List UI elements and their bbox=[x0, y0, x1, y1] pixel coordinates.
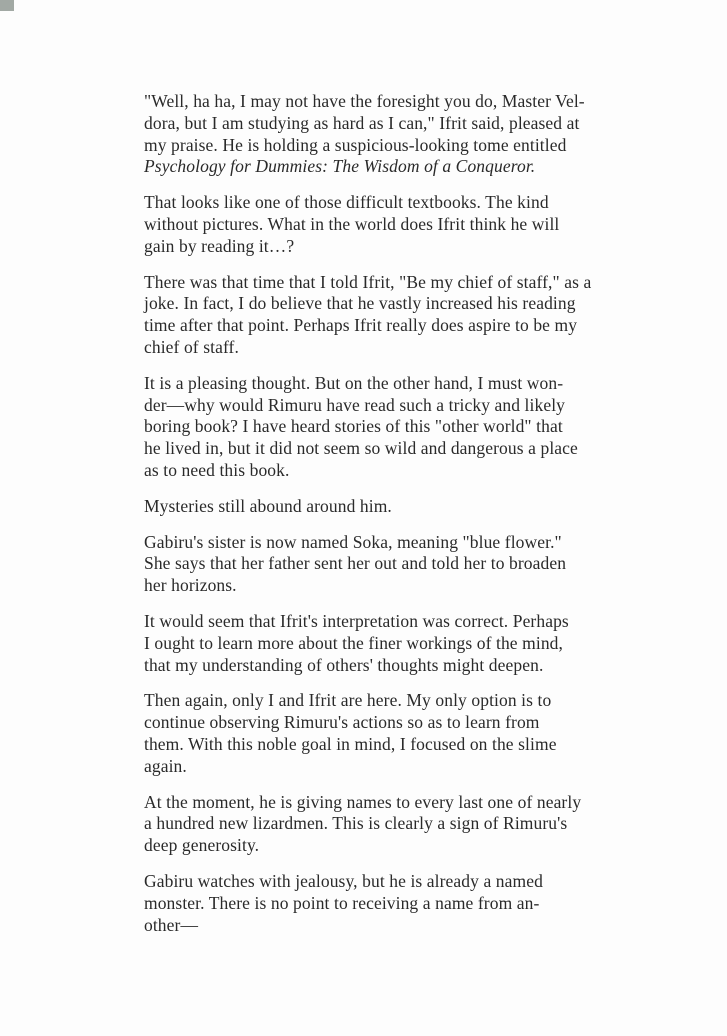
text-line: I ought to learn more about the finer workings of the mind, bbox=[144, 632, 563, 653]
text-line: continue observing Rimuru's actions so as to learn from bbox=[144, 712, 540, 733]
text-line: At the moment, he is giving names to every last one of nearly bbox=[144, 791, 582, 812]
text-line: her horizons. bbox=[144, 575, 237, 596]
text-column bbox=[144, 91, 614, 950]
paragraph bbox=[144, 496, 614, 518]
text-line: other— bbox=[144, 914, 199, 935]
text-line: as to need this book. bbox=[144, 459, 290, 480]
text-line: deep generosity. bbox=[144, 835, 260, 856]
text-line: my praise. He is holding a suspicious-looking tome entitled bbox=[144, 134, 567, 155]
text-line: It would seem that Ifrit's interpretation was correct. Perhaps bbox=[144, 610, 569, 631]
text-line: der—why would Rimuru have read such a tricky and likely bbox=[144, 394, 566, 415]
text-line: boring book? I have heard stories of this "other world" that bbox=[144, 416, 563, 437]
text-line: It is a pleasing thought. But on the other hand, I must won- bbox=[144, 372, 564, 393]
text-line: Mysteries still abound around him. bbox=[144, 495, 392, 516]
paragraph bbox=[144, 690, 614, 777]
scan-corner-artifact bbox=[0, 0, 14, 11]
text-line: time after that point. Perhaps Ifrit really does aspire to be my bbox=[144, 315, 578, 336]
text-line: She says that her father sent her out and told her to broaden bbox=[144, 553, 567, 574]
paragraph bbox=[144, 871, 614, 936]
text-line: There was that time that I told Ifrit, "Be my chief of staff," as a bbox=[144, 271, 592, 292]
text-line: dora, but I am studying as hard as I can," Ifrit said, pleased at bbox=[144, 112, 580, 133]
text-line: "Well, ha ha, I may not have the foresight you do, Master Vel- bbox=[144, 91, 585, 111]
text-line: gain by reading it…? bbox=[144, 235, 295, 256]
paragraph bbox=[144, 611, 614, 676]
paragraph bbox=[144, 792, 614, 857]
text-line: chief of staff. bbox=[144, 336, 239, 357]
text-line: Then again, only I and Ifrit are here. My only option is to bbox=[144, 690, 552, 711]
paragraph bbox=[144, 373, 614, 482]
paragraph bbox=[144, 272, 614, 359]
text-line: That looks like one of those difficult textbooks. The kind bbox=[144, 192, 549, 213]
text-line: monster. There is no point to receiving a name from an- bbox=[144, 892, 540, 913]
text-line: a hundred new lizardmen. This is clearly a sign of Rimuru's bbox=[144, 813, 568, 834]
text-line: that my understanding of others' thoughts might deepen. bbox=[144, 654, 544, 675]
paragraph bbox=[144, 532, 614, 597]
text-line: without pictures. What in the world does Ifrit think he will bbox=[144, 213, 560, 234]
text-line: them. With this noble goal in mind, I focused on the slime bbox=[144, 733, 557, 754]
paragraph bbox=[144, 91, 614, 178]
text-line: Psychology for Dummies: The Wisdom of a Conqueror. bbox=[144, 156, 536, 177]
text-line: again. bbox=[144, 755, 187, 776]
paragraph bbox=[144, 192, 614, 257]
text-line: Gabiru's sister is now named Soka, meaning "blue flower." bbox=[144, 531, 562, 552]
text-line: he lived in, but it did not seem so wild and dangerous a place bbox=[144, 438, 578, 459]
text-line: joke. In fact, I do believe that he vastly increased his reading bbox=[144, 293, 576, 314]
text-line: Gabiru watches with jealousy, but he is already a named bbox=[144, 870, 543, 891]
